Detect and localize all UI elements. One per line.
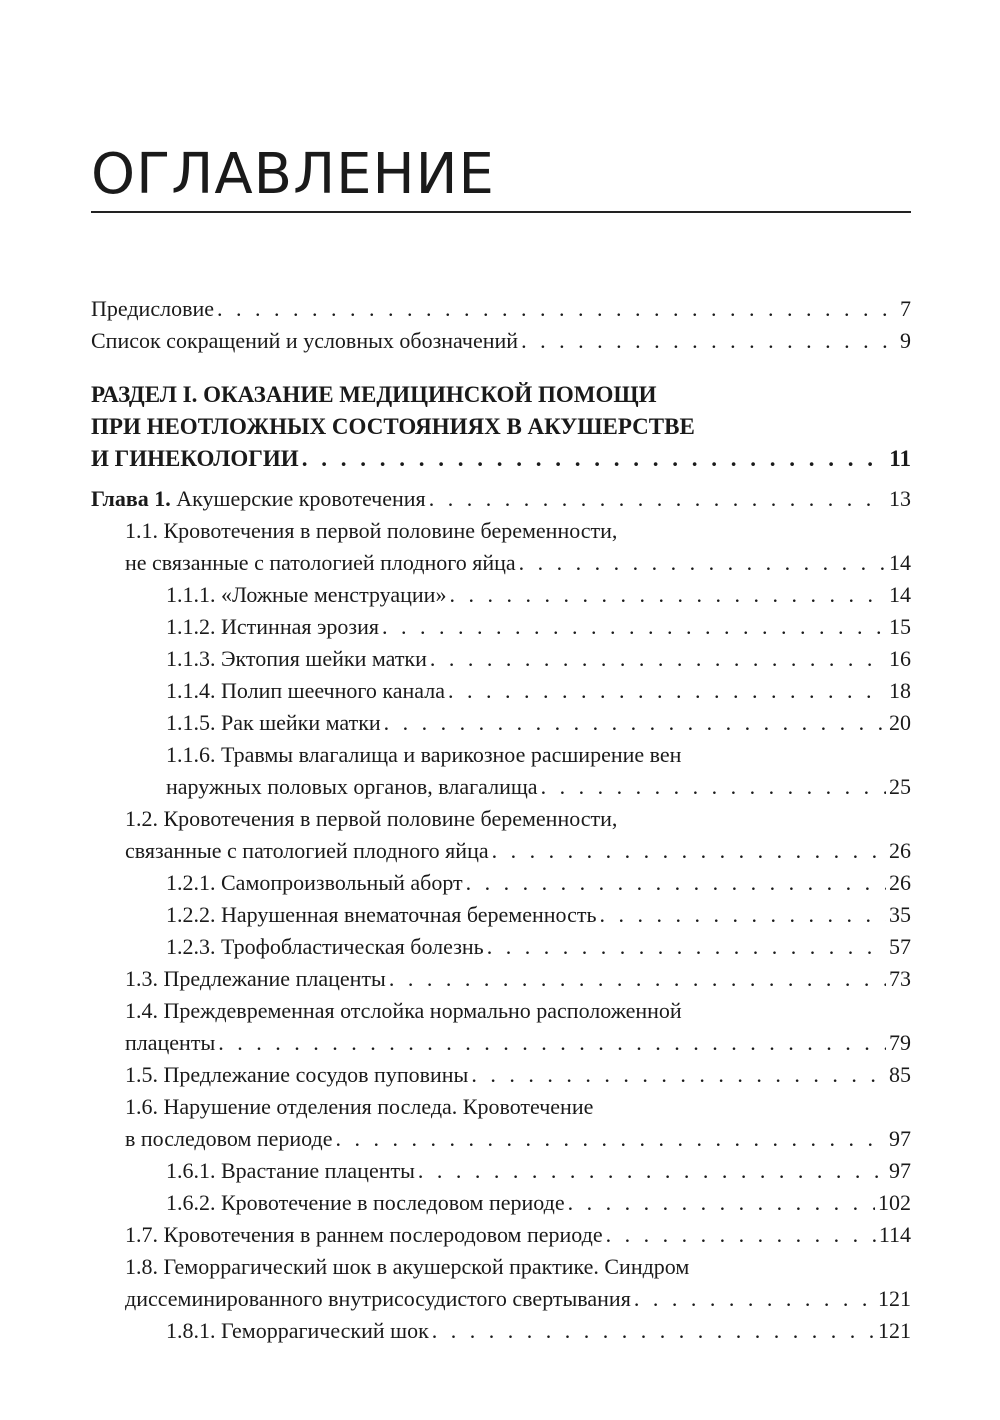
toc-page-number: 9	[900, 328, 911, 353]
toc-chapter-1[interactable]	[91, 483, 911, 515]
toc-entry[interactable]	[91, 995, 911, 1059]
toc-entry-preface[interactable]	[91, 293, 911, 325]
toc-page-number: 102	[878, 1190, 911, 1215]
toc-entry[interactable]	[91, 1155, 911, 1187]
toc-page-number: 73	[889, 966, 911, 991]
toc-entry[interactable]	[91, 707, 911, 739]
toc-entry-label: 1.1.5. Рак шейки матки	[166, 710, 381, 735]
toc-entry-label: наружных половых органов, влагалища	[166, 774, 538, 799]
toc-entry-label: 1.7. Кровотечения в раннем послеродовом периоде	[125, 1222, 603, 1247]
toc-entry[interactable]	[91, 675, 911, 707]
toc-entries-list	[91, 515, 911, 1347]
toc-entry-line: 1.2. Кровотечения в первой половине беременности,	[125, 806, 618, 831]
toc-entry-label: связанные с патологией плодного яйца	[125, 838, 489, 863]
dot-leader	[634, 1283, 875, 1315]
chapter-prefix: Глава 1.	[91, 486, 171, 511]
toc-entry-label: 1.2.1. Самопроизвольный аборт	[166, 870, 463, 895]
toc-page-number: 121	[878, 1286, 911, 1311]
toc-page-number: 121	[878, 1318, 911, 1343]
dot-leader	[471, 1059, 886, 1091]
dot-leader	[541, 771, 886, 803]
toc-entry-label: 1.1.4. Полип шеечного канала	[166, 678, 445, 703]
toc-page-number: 25	[889, 774, 911, 799]
toc-page-number: 14	[889, 550, 911, 575]
toc-page-number: 14	[889, 582, 911, 607]
dot-leader	[384, 707, 886, 739]
toc-entry[interactable]	[91, 611, 911, 643]
dot-leader	[217, 293, 897, 325]
toc-page-number: 97	[889, 1126, 911, 1151]
dot-leader	[382, 611, 886, 643]
toc-entry-label: Предисловие	[91, 296, 214, 321]
dot-leader	[487, 931, 886, 963]
toc-entry[interactable]	[91, 1219, 911, 1251]
toc-entry[interactable]	[91, 1091, 911, 1155]
toc-page-number: 16	[889, 646, 911, 671]
toc-entry-label: 1.1.1. «Ложные менструации»	[166, 582, 447, 607]
toc-entry[interactable]	[91, 931, 911, 963]
dot-leader	[336, 1123, 887, 1155]
section-title-line: РАЗДЕЛ I. ОКАЗАНИЕ МЕДИЦИНСКОЙ ПОМОЩИ	[91, 382, 657, 407]
toc-entry[interactable]	[91, 739, 911, 803]
toc-page-number: 26	[889, 870, 911, 895]
dot-leader	[389, 963, 886, 995]
toc-entry-label: 1.3. Предлежание плаценты	[125, 966, 386, 991]
dot-leader	[600, 899, 887, 931]
dot-leader	[466, 867, 886, 899]
table-of-contents	[91, 293, 911, 1347]
toc-entry[interactable]	[91, 803, 911, 867]
toc-page-number: 97	[889, 1158, 911, 1183]
toc-page-number: 18	[889, 678, 911, 703]
toc-entry-label: 1.2.3. Трофобластическая болезнь	[166, 934, 484, 959]
toc-page-number: 15	[889, 614, 911, 639]
toc-entry-label: в последовом периоде	[125, 1126, 333, 1151]
toc-entry-label: 1.6.2. Кровотечение в последовом периоде	[166, 1190, 565, 1215]
section-title-line: И ГИНЕКОЛОГИИ	[91, 446, 299, 471]
page-title: ОГЛАВЛЕНИЕ	[91, 142, 495, 207]
toc-page-number: 35	[889, 902, 911, 927]
toc-page-number: 57	[889, 934, 911, 959]
toc-entry-label: плаценты	[125, 1030, 216, 1055]
dot-leader	[418, 1155, 886, 1187]
toc-entry-label: не связанные с патологией плодного яйца	[125, 550, 516, 575]
dot-leader	[521, 325, 897, 357]
toc-entry-label: 1.6.1. Врастание плаценты	[166, 1158, 415, 1183]
toc-entry[interactable]	[91, 867, 911, 899]
toc-entry-abbreviations[interactable]	[91, 325, 911, 357]
toc-entry[interactable]	[91, 579, 911, 611]
dot-leader	[302, 443, 887, 475]
dot-leader	[519, 547, 886, 579]
toc-page-number: 13	[889, 486, 911, 511]
toc-page-number: 11	[889, 446, 911, 471]
toc-entry-line: 1.6. Нарушение отделения последа. Кровотечение	[125, 1094, 594, 1119]
toc-entry-line: 1.1. Кровотечения в первой половине беременности,	[125, 518, 618, 543]
toc-section-1[interactable]	[91, 379, 911, 475]
toc-entry[interactable]	[91, 1251, 911, 1315]
toc-entry[interactable]	[91, 1315, 911, 1347]
toc-entry-label: 1.8.1. Геморрагический шок	[166, 1318, 429, 1343]
toc-page-number: 85	[889, 1062, 911, 1087]
toc-entry-label: 1.1.2. Истинная эрозия	[166, 614, 379, 639]
toc-page-number: 7	[900, 296, 911, 321]
section-title-line: ПРИ НЕОТЛОЖНЫХ СОСТОЯНИЯХ В АКУШЕРСТВЕ	[91, 414, 695, 439]
dot-leader	[606, 1219, 876, 1251]
dot-leader	[429, 483, 886, 515]
toc-entry-line: 1.4. Преждевременная отслойка нормально расположенной	[125, 998, 682, 1023]
toc-entry[interactable]	[91, 1059, 911, 1091]
dot-leader	[568, 1187, 875, 1219]
toc-entry[interactable]	[91, 643, 911, 675]
toc-entry[interactable]	[91, 1187, 911, 1219]
toc-page-number: 20	[889, 710, 911, 735]
dot-leader	[448, 675, 886, 707]
toc-entry-line: 1.8. Геморрагический шок в акушерской практике. Синдром	[125, 1254, 690, 1279]
dot-leader	[430, 643, 886, 675]
title-divider	[91, 211, 911, 213]
toc-entry[interactable]	[91, 963, 911, 995]
toc-entry[interactable]	[91, 515, 911, 579]
dot-leader	[432, 1315, 875, 1347]
toc-page-number: 79	[889, 1030, 911, 1055]
toc-entry[interactable]	[91, 899, 911, 931]
dot-leader	[492, 835, 886, 867]
chapter-title: Акушерские кровотечения	[170, 486, 426, 511]
toc-entry-label: Список сокращений и условных обозначений	[91, 328, 519, 353]
dot-leader	[218, 1027, 886, 1059]
toc-entry-label: диссеминированного внутрисосудистого свертывания	[125, 1286, 631, 1311]
toc-entry-line: 1.1.6. Травмы влагалища и варикозное расширение вен	[166, 742, 682, 767]
toc-page-number: 26	[889, 838, 911, 863]
toc-entry-label: 1.5. Предлежание сосудов пуповины	[125, 1062, 469, 1087]
dot-leader	[449, 579, 886, 611]
toc-entry-label: 1.2.2. Нарушенная внематочная беременность	[166, 902, 597, 927]
toc-page-number: 114	[878, 1222, 911, 1247]
toc-entry-label: 1.1.3. Эктопия шейки матки	[166, 646, 427, 671]
